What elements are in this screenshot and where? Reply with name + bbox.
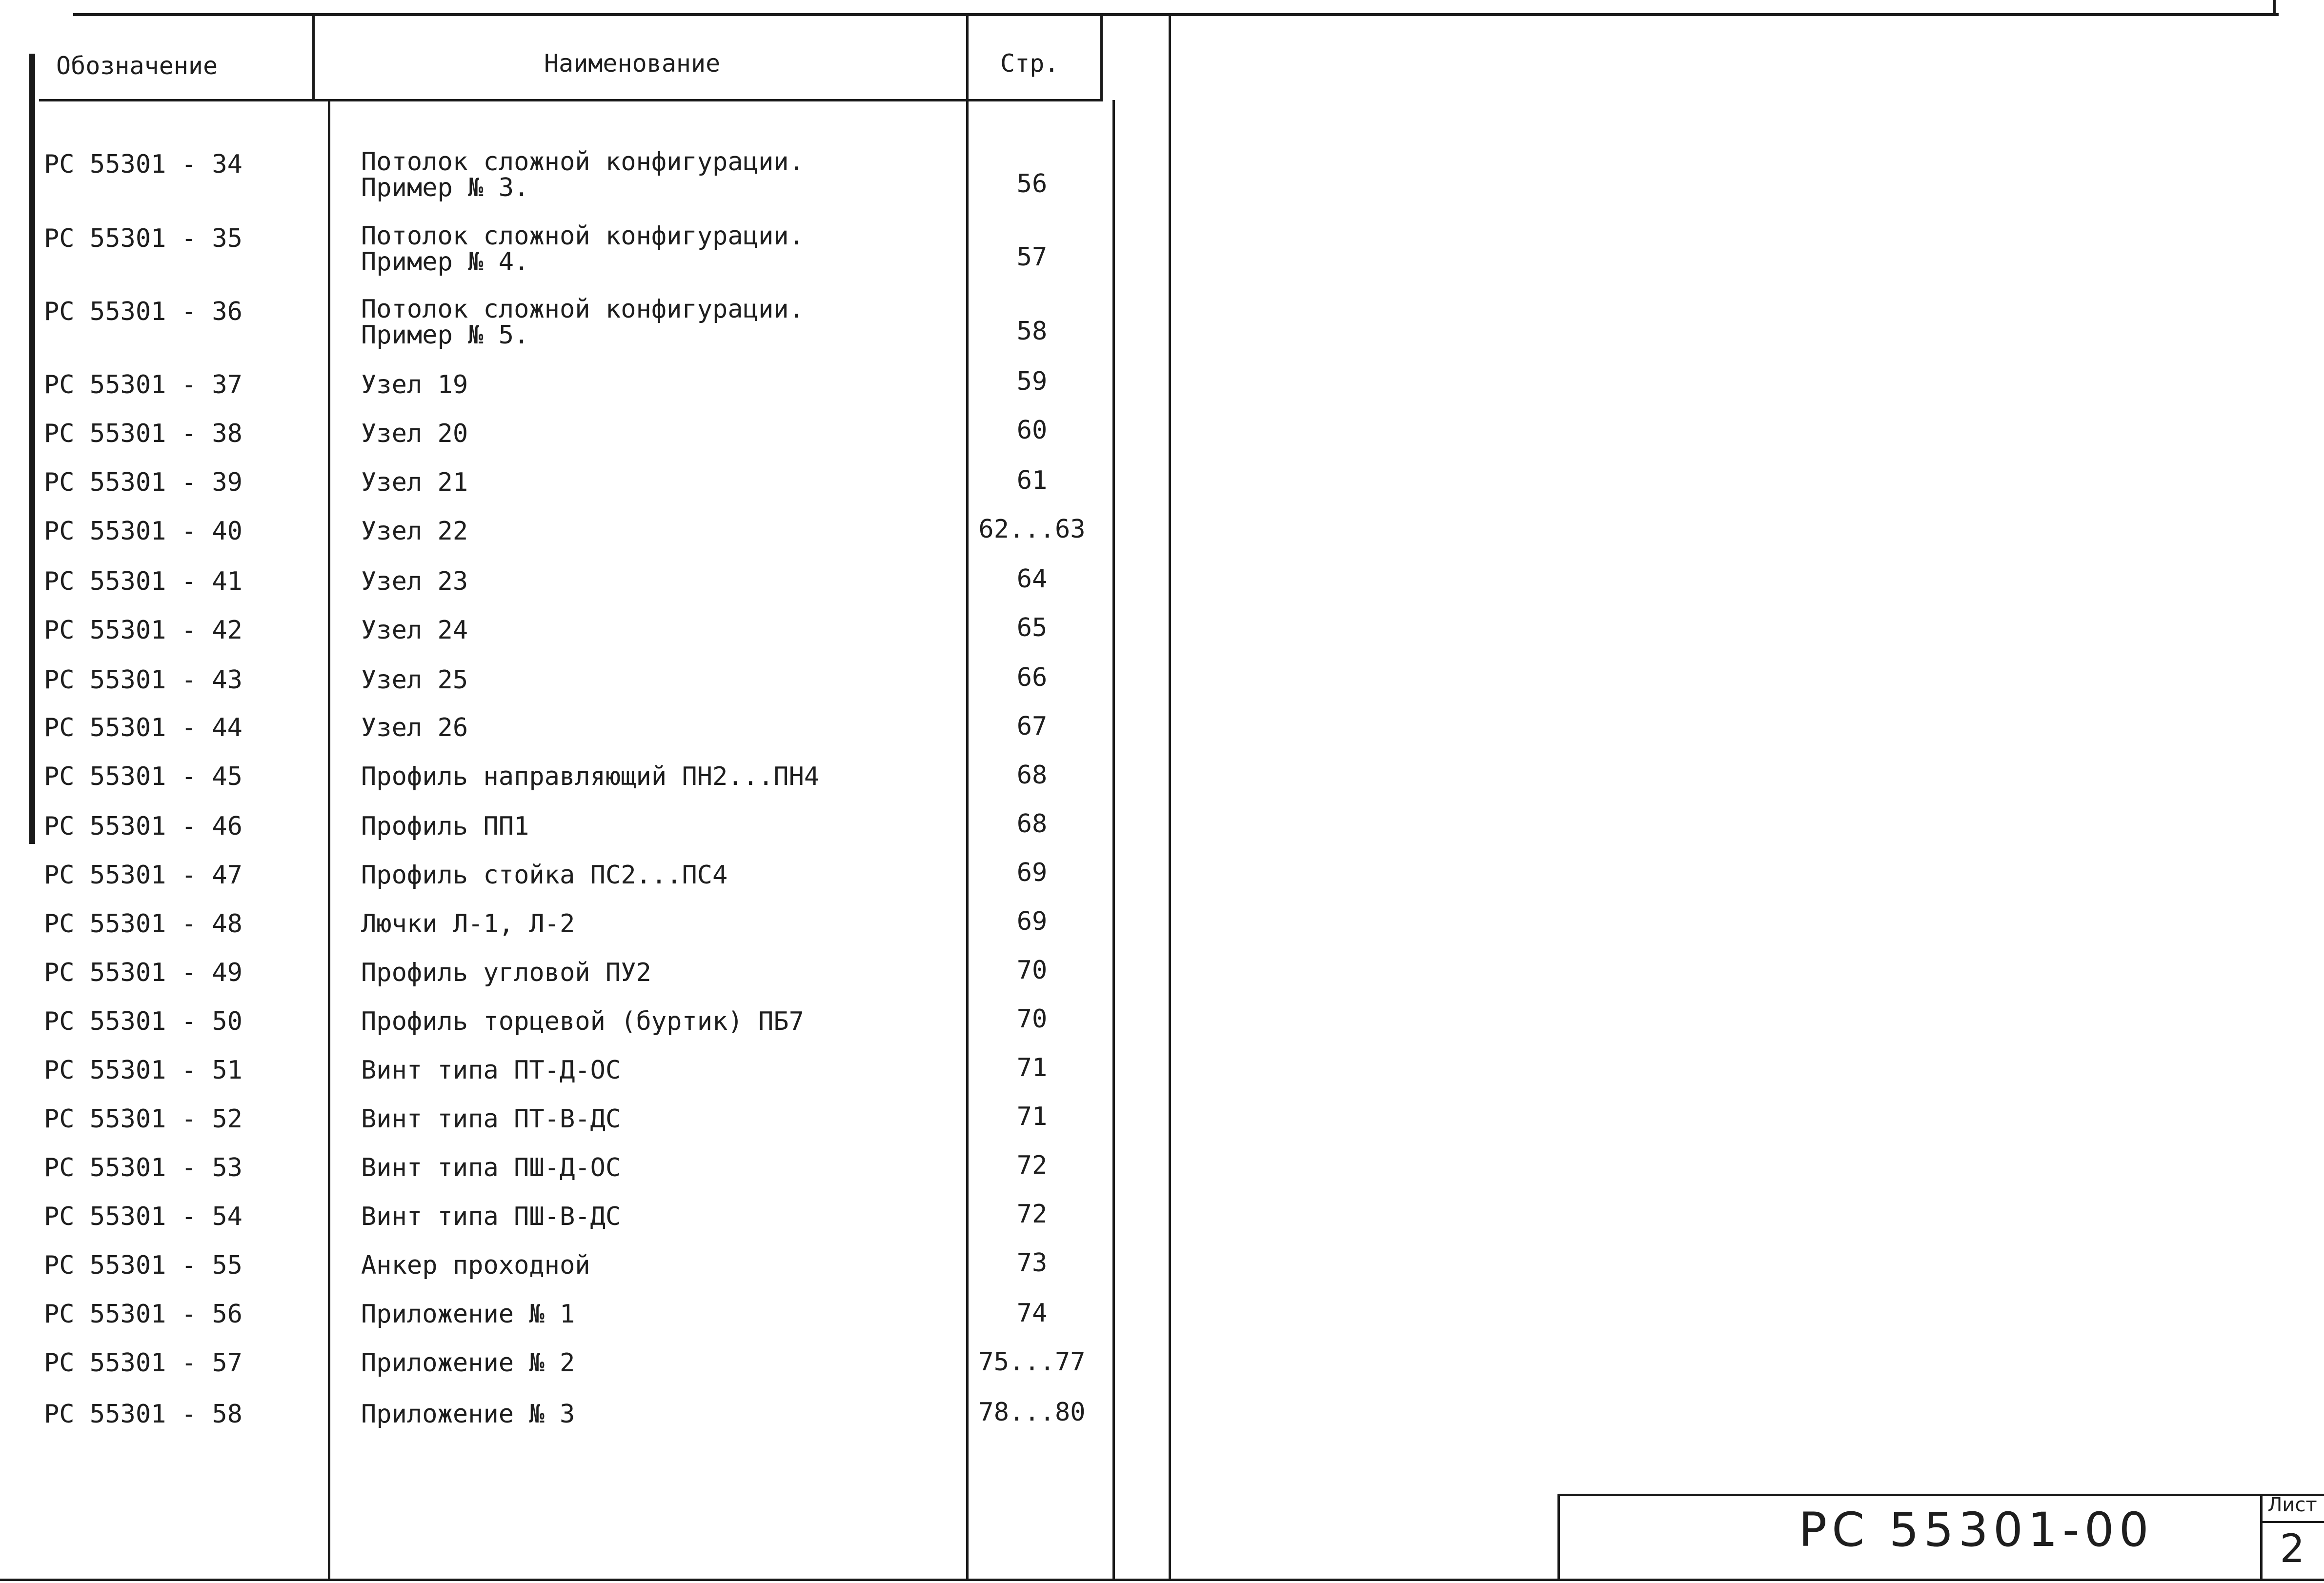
header-rule	[39, 99, 1103, 101]
stamp-top	[1559, 1494, 2324, 1496]
table-right-border	[1169, 15, 1171, 1581]
top-right-tick	[2273, 0, 2276, 15]
row-name-line2: Пример № 3.	[361, 173, 529, 202]
top-border	[73, 13, 2279, 16]
row-code: РС 55301 - 38	[44, 419, 243, 448]
row-page: 71	[1016, 1102, 1048, 1131]
row-page: 65	[1016, 613, 1048, 642]
row-code: РС 55301 - 53	[44, 1153, 243, 1182]
row-page: 66	[1016, 663, 1048, 692]
row-page: 58	[1016, 317, 1048, 346]
row-name: Узел 22	[361, 517, 468, 546]
row-name: Профиль торцевой (буртик) ПБ7	[361, 1007, 804, 1036]
row-code: РС 55301 - 52	[44, 1104, 243, 1134]
row-code: РС 55301 - 46	[44, 812, 243, 841]
sheet-number: 2	[2280, 1526, 2305, 1571]
row-code: РС 55301 - 43	[44, 665, 243, 695]
row-name: Профиль направляющий ПН2...ПН4	[361, 762, 820, 791]
row-code: РС 55301 - 51	[44, 1056, 243, 1085]
sheet-label: Лист	[2267, 1494, 2317, 1516]
row-page: 67	[1016, 712, 1048, 741]
row-page: 59	[1016, 367, 1048, 396]
row-code: РС 55301 - 54	[44, 1202, 243, 1231]
row-page: 68	[1016, 761, 1048, 790]
bottom-border	[0, 1579, 2324, 1581]
row-code: РС 55301 - 35	[44, 224, 243, 253]
row-page: 70	[1016, 956, 1048, 985]
row-name: Лючки Л-1, Л-2	[361, 909, 575, 939]
row-code: РС 55301 - 50	[44, 1007, 243, 1036]
row-name-line2: Пример № 5.	[361, 321, 529, 350]
row-page: 78...80	[978, 1398, 1086, 1427]
row-code: РС 55301 - 56	[44, 1300, 243, 1329]
row-code: РС 55301 - 40	[44, 517, 243, 546]
row-name: Узел 24	[361, 616, 468, 645]
row-name: Узел 26	[361, 713, 468, 742]
row-name: Профиль ПП1	[361, 812, 529, 841]
row-name: Винт типа ПТ-В-ДС	[361, 1104, 621, 1134]
row-code: РС 55301 - 55	[44, 1251, 243, 1280]
row-page: 64	[1016, 564, 1048, 594]
row-page: 60	[1016, 416, 1048, 445]
row-code: РС 55301 - 34	[44, 150, 243, 179]
row-name: Винт типа ПШ-В-ДС	[361, 1202, 621, 1231]
header-page: Стр.	[1000, 49, 1059, 78]
row-name-line2: Пример № 4.	[361, 247, 529, 277]
row-code: РС 55301 - 48	[44, 909, 243, 939]
row-code: РС 55301 - 42	[44, 616, 243, 645]
header-designation: Обозначение	[56, 52, 218, 80]
row-code: РС 55301 - 36	[44, 297, 243, 326]
row-name: Узел 20	[361, 419, 468, 448]
row-page: 61	[1016, 466, 1048, 495]
row-code: РС 55301 - 37	[44, 370, 243, 400]
left-margin-bar	[29, 54, 35, 844]
stamp-sheet-rule	[2260, 1521, 2324, 1523]
column-divider-3	[1100, 15, 1103, 100]
row-name: Приложение № 2	[361, 1348, 575, 1378]
column-divider-1-lower	[328, 100, 330, 1581]
row-code: РС 55301 - 47	[44, 861, 243, 890]
row-name: Потолок сложной конфигурации.	[361, 147, 804, 177]
row-name: Потолок сложной конфигурации.	[361, 221, 804, 251]
column-divider-3-lower	[1112, 100, 1115, 1581]
row-name: Винт типа ПТ-Д-ОС	[361, 1056, 621, 1085]
row-code: РС 55301 - 41	[44, 567, 243, 596]
row-name: Анкер проходной	[361, 1251, 590, 1280]
row-name: Узел 19	[361, 370, 468, 400]
column-divider-1	[312, 15, 315, 100]
row-page: 72	[1016, 1200, 1048, 1229]
row-name: Приложение № 3	[361, 1400, 575, 1429]
row-code: РС 55301 - 49	[44, 958, 243, 987]
row-code: РС 55301 - 39	[44, 468, 243, 497]
stamp-left	[1557, 1494, 1560, 1581]
row-code: РС 55301 - 44	[44, 713, 243, 742]
row-page: 69	[1016, 907, 1048, 936]
row-name: Потолок сложной конфигурации.	[361, 295, 804, 324]
row-page: 56	[1016, 169, 1048, 199]
row-page: 69	[1016, 858, 1048, 887]
row-name: Узел 25	[361, 665, 468, 695]
document-code: РС 55301-00	[1799, 1503, 2154, 1557]
row-code: РС 55301 - 57	[44, 1348, 243, 1378]
row-name: Винт типа ПШ-Д-ОС	[361, 1153, 621, 1182]
row-name: Приложение № 1	[361, 1300, 575, 1329]
header-name: Наименование	[544, 49, 721, 78]
row-name: Узел 21	[361, 468, 468, 497]
row-page: 62...63	[978, 515, 1086, 544]
row-page: 68	[1016, 809, 1048, 839]
row-page: 73	[1016, 1248, 1048, 1278]
row-name: Профиль угловой ПУ2	[361, 958, 651, 987]
row-code: РС 55301 - 45	[44, 762, 243, 791]
row-name: Профиль стойка ПС2...ПС4	[361, 861, 728, 890]
row-name: Узел 23	[361, 567, 468, 596]
row-page: 74	[1016, 1299, 1048, 1328]
row-page: 57	[1016, 242, 1048, 272]
row-page: 72	[1016, 1151, 1048, 1180]
row-code: РС 55301 - 58	[44, 1400, 243, 1429]
row-page: 70	[1016, 1004, 1048, 1034]
row-page: 71	[1016, 1053, 1048, 1082]
row-page: 75...77	[978, 1347, 1086, 1377]
